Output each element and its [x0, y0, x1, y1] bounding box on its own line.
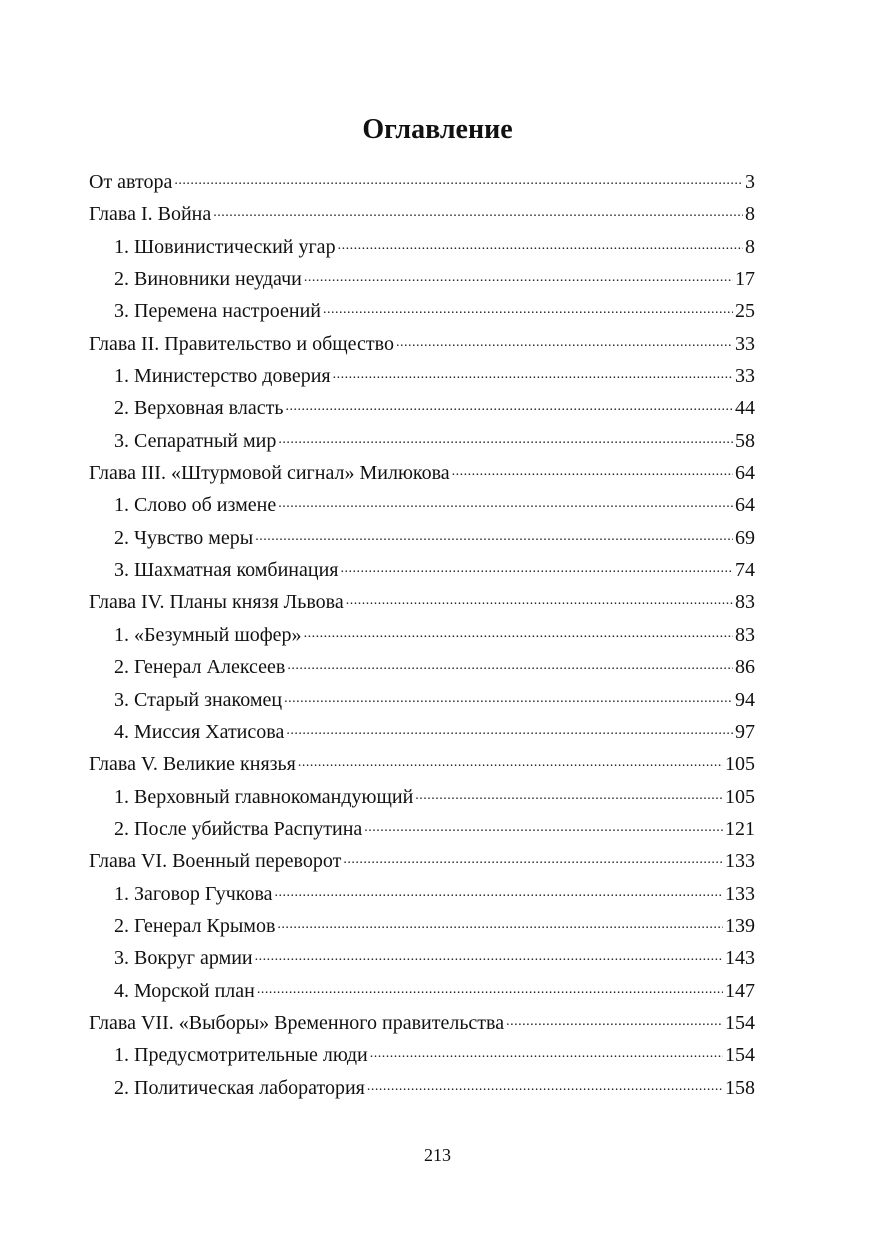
- toc-entry-page: 69: [735, 526, 755, 549]
- toc-entry-label: Глава V. Великие князья: [89, 753, 296, 776]
- dot-leader: [341, 556, 734, 576]
- toc-section-entry: [89, 716, 755, 748]
- toc-entry-page: 121: [725, 817, 755, 840]
- dot-leader: [275, 880, 723, 900]
- toc-section-entry: [89, 781, 755, 813]
- dot-leader: [278, 427, 733, 447]
- toc-chapter-entry: [89, 845, 755, 877]
- dot-leader: [285, 394, 733, 414]
- toc-entry-label: 1. Шовинистический угар: [114, 235, 336, 258]
- toc-entry-label: 1. Верховный главнокомандующий: [114, 785, 414, 808]
- toc-entry-page: 33: [735, 332, 755, 355]
- toc-entry-page: 44: [735, 397, 755, 420]
- toc-entry-label: Глава I. Война: [89, 203, 212, 226]
- toc-entry-page: 154: [725, 1011, 755, 1034]
- toc-chapter-entry: [89, 328, 755, 360]
- toc-section-entry: [89, 942, 755, 974]
- toc-section-entry: [89, 619, 755, 651]
- dot-leader: [338, 233, 743, 253]
- toc-entry-page: 105: [725, 785, 755, 808]
- dot-leader: [506, 1009, 723, 1029]
- toc-section-entry: [89, 878, 755, 910]
- toc-entry-label: 2. Генерал Крымов: [114, 914, 276, 937]
- dot-leader: [333, 362, 733, 382]
- toc-entry-label: Глава II. Правительство и общество: [89, 332, 394, 355]
- toc-section-entry: [89, 910, 755, 942]
- toc-entry-label: 2. Генерал Алексеев: [114, 656, 286, 679]
- dot-leader: [370, 1041, 723, 1061]
- toc-entry-label: 3. Вокруг армии: [114, 947, 253, 970]
- toc-section-entry: [89, 360, 755, 392]
- toc-entry-label: 1. «Безумный шофер»: [114, 623, 302, 646]
- dot-leader: [255, 524, 733, 544]
- toc-entry-label: 1. Министерство доверия: [114, 365, 331, 388]
- toc-entry-label: Глава VII. «Выборы» Временного правительства: [89, 1011, 505, 1034]
- toc-entry-page: 105: [725, 753, 755, 776]
- toc-section-entry: [89, 1039, 755, 1071]
- toc-entry-label: 2. Виновники неудачи: [114, 268, 302, 291]
- toc-entry-page: 33: [735, 365, 755, 388]
- toc-entry-label: Глава VI. Военный переворот: [89, 850, 342, 873]
- toc-entry-page: 83: [735, 623, 755, 646]
- toc-entry-label: Глава III. «Штурмовой сигнал» Милюкова: [89, 462, 450, 485]
- toc-section-entry: [89, 684, 755, 716]
- toc-entry-page: 3: [745, 171, 755, 193]
- toc-entry-label: 4. Морской план: [114, 979, 255, 1002]
- toc-chapter-entry: [89, 748, 755, 780]
- toc-entry-page: 147: [725, 979, 755, 1002]
- dot-leader: [286, 718, 733, 738]
- toc-entry-page: 17: [735, 268, 755, 291]
- toc-entry-label: 3. Сепаратный мир: [114, 429, 277, 452]
- toc-section-entry: [89, 554, 755, 586]
- toc-section-entry: [89, 425, 755, 457]
- dot-leader: [364, 815, 723, 835]
- toc-section-entry: [89, 651, 755, 683]
- toc-entry-page: 86: [735, 656, 755, 679]
- toc-section-entry: [89, 813, 755, 845]
- toc-entry-page: 139: [725, 914, 755, 937]
- toc-entry-page: 64: [735, 494, 755, 517]
- toc-section-entry: [89, 392, 755, 424]
- dot-leader: [343, 847, 723, 867]
- toc-section-entry: [89, 263, 755, 295]
- dot-leader: [304, 265, 733, 285]
- toc-entry-label: 2. После убийства Распутина: [114, 817, 363, 840]
- page-number: 213: [424, 1145, 451, 1165]
- toc-entry-page: 133: [725, 882, 755, 905]
- toc-section-entry: [89, 522, 755, 554]
- toc-section-entry: [89, 295, 755, 327]
- dot-leader: [323, 297, 733, 317]
- dot-leader: [278, 491, 733, 511]
- toc-entry-page: 74: [735, 559, 755, 582]
- toc-entry-label: 3. Старый знакомец: [114, 688, 283, 711]
- toc-entry-label: Глава IV. Планы князя Львова: [89, 591, 344, 614]
- dot-leader: [367, 1074, 723, 1094]
- toc-entry-label: 2. Чувство меры: [114, 526, 254, 549]
- toc-entry-page: 64: [735, 462, 755, 485]
- toc-entry-page: 97: [735, 720, 755, 743]
- dot-leader: [452, 459, 733, 479]
- dot-leader: [346, 588, 733, 608]
- toc-chapter-entry: [89, 198, 755, 230]
- toc-entry-page: 133: [725, 850, 755, 873]
- toc-entry-label: От автора: [89, 171, 173, 193]
- dot-leader: [415, 783, 723, 803]
- dot-leader: [277, 912, 723, 932]
- toc-chapter-entry: [89, 457, 755, 489]
- toc-entry-page: 83: [735, 591, 755, 614]
- toc-entry-label: 4. Миссия Хатисова: [114, 720, 285, 743]
- dot-leader: [287, 653, 733, 673]
- dot-leader: [284, 686, 733, 706]
- toc-entry-label: 1. Слово об измене: [114, 494, 277, 517]
- toc-entry-page: 154: [725, 1044, 755, 1067]
- toc-entry-page: 143: [725, 947, 755, 970]
- dot-leader: [174, 168, 743, 188]
- toc-entry-label: 3. Перемена настроений: [114, 300, 321, 323]
- dot-leader: [255, 944, 723, 964]
- toc-chapter-entry: [89, 586, 755, 618]
- toc-entry-page: 94: [735, 688, 755, 711]
- table-of-contents: [89, 166, 755, 1104]
- toc-section-entry: [89, 975, 755, 1007]
- toc-entry-label: 2. Верховная власть: [114, 397, 284, 420]
- page-title: Оглавление: [362, 114, 513, 145]
- dot-leader: [304, 621, 733, 641]
- toc-section-entry: [89, 1072, 755, 1104]
- toc-entry-label: 3. Шахматная комбинация: [114, 559, 339, 582]
- toc-chapter-entry: [89, 166, 755, 198]
- toc-entry-label: 1. Заговор Гучкова: [114, 882, 273, 905]
- toc-section-entry: [89, 489, 755, 521]
- toc-entry-page: 58: [735, 429, 755, 452]
- dot-leader: [213, 200, 743, 220]
- toc-entry-page: 25: [735, 300, 755, 323]
- toc-section-entry: [89, 231, 755, 263]
- dot-leader: [396, 330, 733, 350]
- dot-leader: [257, 977, 723, 997]
- toc-entry-label: 1. Предусмотрительные люди: [114, 1044, 368, 1067]
- dot-leader: [298, 750, 723, 770]
- toc-entry-page: 158: [725, 1076, 755, 1099]
- toc-entry-page: 8: [745, 235, 755, 258]
- toc-chapter-entry: [89, 1007, 755, 1039]
- toc-entry-label: 2. Политическая лаборатория: [114, 1076, 365, 1099]
- toc-entry-page: 8: [745, 203, 755, 226]
